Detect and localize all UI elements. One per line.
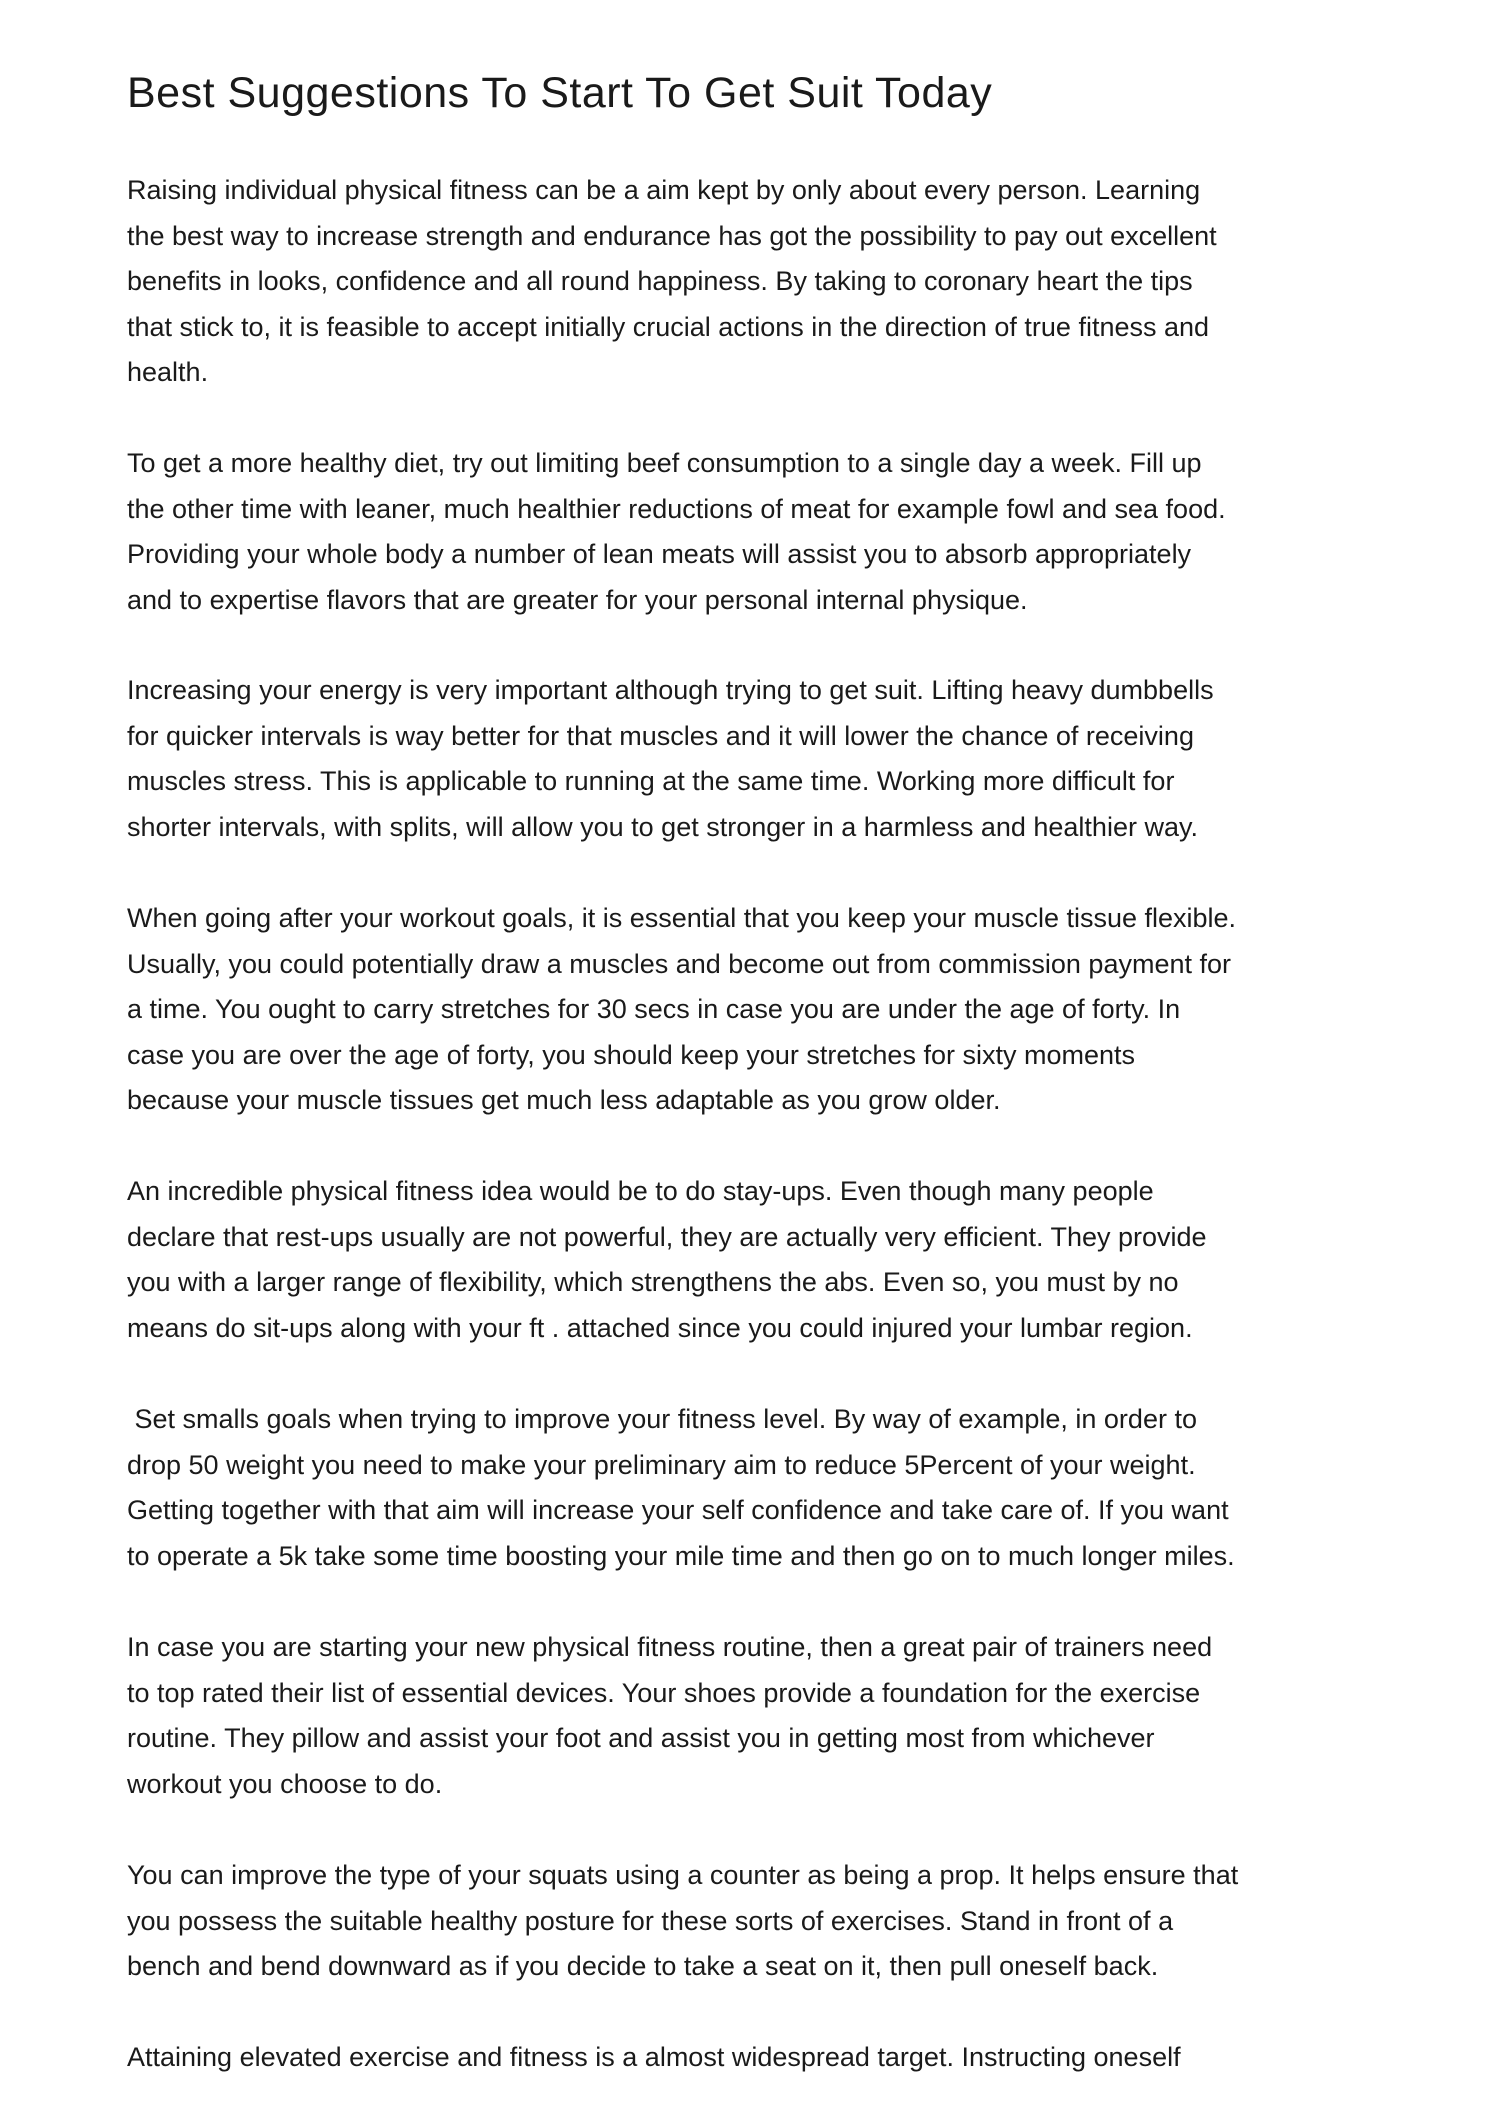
paragraph-line: Attaining elevated exercise and fitness is a almost widespread target. Instructing oneself (127, 2042, 1181, 2072)
paragraph-line: workout you choose to do. (127, 1768, 443, 1799)
paragraph-line: routine. They pillow and assist your foot and assist you in getting most from whichever (127, 1723, 1155, 1754)
paragraph-line: drop 50 weight you need to make your preliminary aim to reduce 5Percent of your weight. (127, 1449, 1196, 1480)
paragraph-line: In case you are starting your new physical fitness routine, then a great pair of trainers need (127, 1632, 1213, 1662)
paragraph-line: shorter intervals, with splits, will allow you to get stronger in a harmless and healthier way. (127, 811, 1198, 842)
paragraph-line: health. (127, 357, 209, 388)
paragraph-line: the best way to increase strength and endurance has got the possibility to pay out excellent (127, 220, 1217, 251)
paragraph-line: for quicker intervals is way better for that muscles and it will lower the chance of receiving (127, 720, 1194, 751)
paragraph-line: Getting together with that aim will increase your self confidence and take care of. If you want (127, 1495, 1229, 1526)
paragraph-line: case you are over the age of forty, you should keep your stretches for sixty moments (127, 1039, 1135, 1070)
paragraph (127, 1853, 1397, 1990)
paragraph-line: a time. You ought to carry stretches for 30 secs in case you are under the age of forty. In (127, 994, 1181, 1025)
paragraph-line: that stick to, it is feasible to accept initially crucial actions in the direction of true fitness and (127, 311, 1210, 342)
paragraph (127, 441, 1397, 623)
document-page (127, 0, 1397, 2123)
paragraph-line: muscles stress. This is applicable to running at the same time. Working more difficult for (127, 766, 1175, 797)
paragraph-line: When going after your workout goals, it is essential that you keep your muscle tissue flexible. (127, 903, 1237, 933)
paragraph-line: Providing your whole body a number of lean meats will assist you to absorb appropriately (127, 539, 1192, 570)
paragraph-line: To get a more healthy diet, try out limiting beef consumption to a single day a week. Fill up (127, 448, 1202, 478)
paragraph (127, 896, 1397, 1124)
paragraph-line: An incredible physical fitness idea would be to do stay-ups. Even though many people (127, 1176, 1154, 1206)
paragraph-line: because your muscle tissues get much less adaptable as you grow older. (127, 1085, 1001, 1116)
paragraph (127, 1625, 1397, 1807)
paragraph-line: bench and bend downward as if you decide to take a seat on it, then pull oneself back. (127, 1951, 1159, 1982)
paragraph-line: benefits in looks, confidence and all round happiness. By taking to coronary heart the tips (127, 266, 1193, 297)
paragraph-line: Usually, you could potentially draw a muscles and become out from commission payment for (127, 948, 1231, 979)
paragraph-line: You can improve the type of your squats using a counter as being a prop. It helps ensure that (127, 1860, 1239, 1890)
paragraph-line: Increasing your energy is very important although trying to get suit. Lifting heavy dumbbells (127, 675, 1214, 705)
paragraph (127, 1169, 1397, 1351)
paragraph-line: means do sit-ups along with your ft . attached since you could injured your lumbar region. (127, 1312, 1193, 1343)
paragraph-line: Raising individual physical fitness can be a aim kept by only about every person. Learning (127, 175, 1201, 205)
paragraph (127, 2035, 1397, 2081)
paragraph-line: and to expertise flavors that are greater for your personal internal physique. (127, 584, 1028, 615)
paragraph-line: declare that rest-ups usually are not powerful, they are actually very efficient. They provide (127, 1221, 1207, 1252)
paragraph (127, 1397, 1397, 1579)
paragraph-line: you possess the suitable healthy posture for these sorts of exercises. Stand in front of a (127, 1905, 1174, 1936)
paragraph-line: to top rated their list of essential devices. Your shoes provide a foundation for the exercise (127, 1677, 1201, 1708)
paragraph (127, 668, 1397, 850)
paragraph-line: Set smalls goals when trying to improve your fitness level. By way of example, in order to (127, 1404, 1197, 1434)
paragraph-line: you with a larger range of flexibility, which strengthens the abs. Even so, you must by no (127, 1267, 1179, 1298)
paragraph-line: the other time with leaner, much healthier reductions of meat for example fowl and sea food. (127, 493, 1226, 524)
page-title: Best Suggestions To Start To Get Suit Today (127, 69, 993, 117)
paragraph-line: to operate a 5k take some time boosting your mile time and then go on to much longer miles. (127, 1540, 1235, 1571)
paragraph (127, 168, 1397, 396)
